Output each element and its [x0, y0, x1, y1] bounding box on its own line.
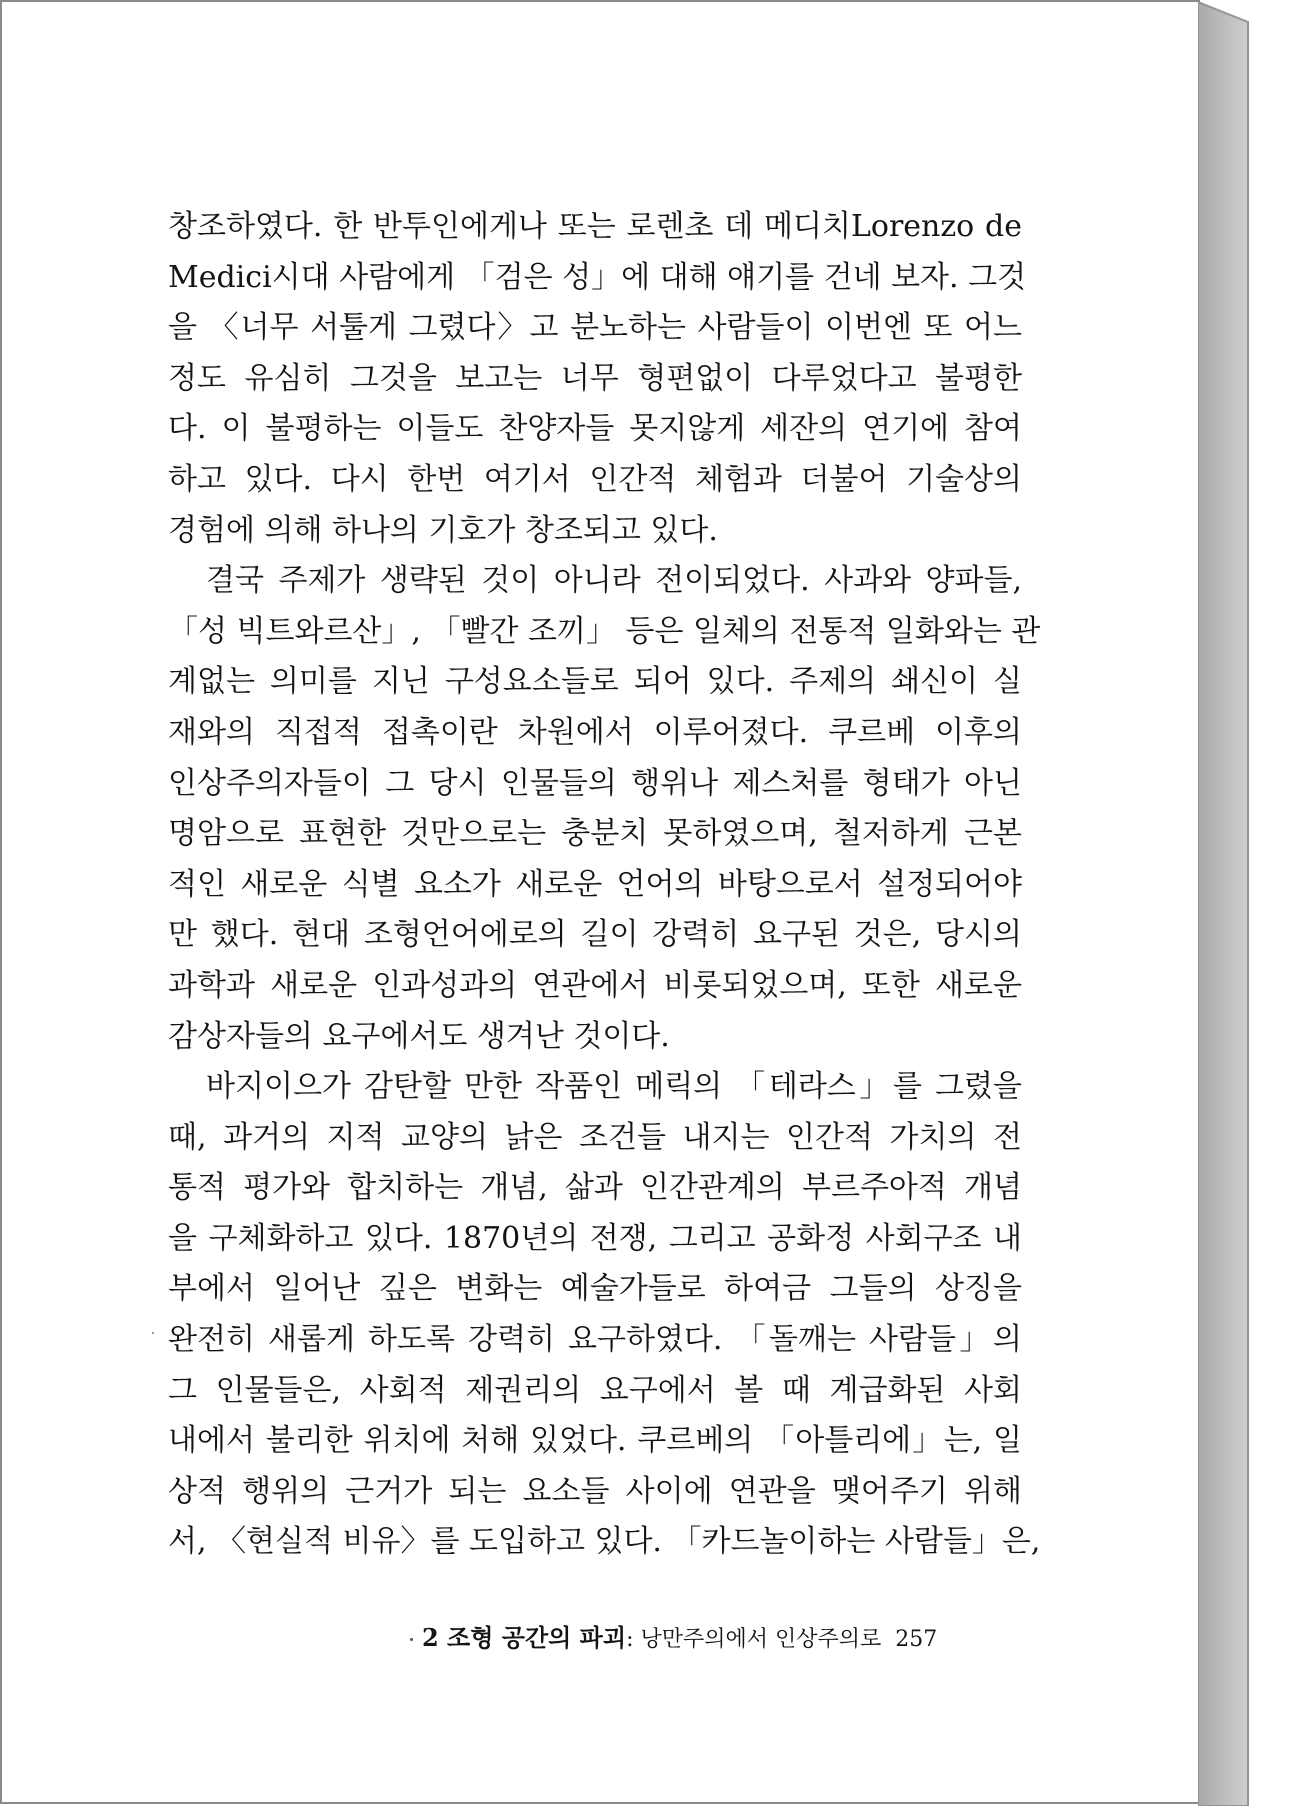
chapter-subtitle: : 낭만주의에서 인상주의로 — [626, 1627, 882, 1652]
text-line: 명암으로 표현한 것만으로는 충분치 못하였으며, 철저하게 근본 — [168, 816, 1022, 852]
footer-dot — [410, 1638, 413, 1641]
text-line: 통적 평가와 합치하는 개념, 삶과 인간관계의 부르주아적 개념 — [168, 1170, 1022, 1206]
text-line: 창조하였다. 한 반투인에게나 또는 로렌초 데 메디치Lorenzo de — [168, 209, 1022, 244]
text-line: 내에서 불리한 위치에 처해 있었다. 쿠르베의 「아틀리에」는, 일 — [168, 1423, 1022, 1459]
text-line: 완전히 새롭게 하도록 강력히 요구하였다. 「돌깨는 사람들」의 — [168, 1322, 1022, 1358]
text-line: 상적 행위의 근거가 되는 요소들 사이에 연관을 맺어주기 위해 — [168, 1473, 1022, 1509]
text-line: 계없는 의미를 지닌 구성요소들로 되어 있다. 주제의 쇄신이 실 — [168, 664, 1022, 700]
text-line: 인상주의자들이 그 당시 인물들의 행위나 제스처를 형태가 아닌 — [168, 765, 1022, 801]
text-line: Medici시대 사람에게 「검은 성」에 대해 얘기를 건네 보자. 그것 — [168, 259, 1027, 295]
text-line: 다. 이 불평하는 이들도 찬양자들 못지않게 세잔의 연기에 참여 — [168, 411, 1022, 447]
text-line: 결국 주제가 생략된 것이 아니라 전이되었다. 사과와 양파들, — [206, 563, 1022, 599]
paragraph — [168, 1062, 1041, 1568]
text-line: 적인 새로운 식별 요소가 새로운 언어의 바탕으로서 설정되어야 — [168, 866, 1022, 902]
text-line: 감상자들의 요구에서도 생겨난 것이다. — [168, 1018, 670, 1054]
text-line: 부에서 일어난 깊은 변화는 예술가들로 하여금 그들의 상징을 — [168, 1271, 1022, 1307]
text-line: 때, 과거의 지적 교양의 낡은 조건들 내지는 인간적 가치의 전 — [168, 1119, 1022, 1155]
text-line: 「성 빅트와르산」, 「빨간 조끼」 등은 일체의 전통적 일화와는 관 — [168, 613, 1041, 649]
paragraph — [168, 202, 1027, 556]
page-number: 257 — [895, 1627, 938, 1652]
text-line: 을 구체화하고 있다. 1870년의 전쟁, 그리고 공화정 사회구조 내 — [168, 1220, 1022, 1256]
text-line: 과학과 새로운 인과성과의 연관에서 비롯되었으며, 또한 새로운 — [168, 967, 1022, 1003]
body-text — [168, 202, 1041, 1568]
chapter-title: 2 조형 공간의 파괴 — [422, 1623, 627, 1652]
text-line: 재와의 직접적 접촉이란 차원에서 이루어졌다. 쿠르베 이후의 — [168, 714, 1022, 750]
book-edge — [1198, 0, 1307, 1806]
text-line: 하고 있다. 다시 한번 여기서 인간적 체험과 더불어 기술상의 — [168, 461, 1022, 497]
text-line: 정도 유심히 그것을 보고는 너무 형편없이 다루었다고 불평한 — [168, 360, 1022, 396]
text-line: 을 〈너무 서툴게 그렸다〉고 분노하는 사람들이 이번엔 또 어느 — [168, 310, 1022, 346]
margin-mark — [152, 1332, 154, 1334]
text-line: 만 했다. 현대 조형언어에로의 길이 강력히 요구된 것은, 당시의 — [168, 917, 1022, 953]
text-line: 그 인물들은, 사회적 제권리의 요구에서 볼 때 계급화된 사회 — [168, 1372, 1022, 1408]
paragraph — [168, 556, 1041, 1062]
text-line: 경험에 의해 하나의 기호가 창조되고 있다. — [168, 512, 718, 548]
text-line: 서, 〈현실적 비유〉를 도입하고 있다. 「카드놀이하는 사람들」은, — [168, 1524, 1041, 1560]
running-footer — [422, 1618, 1022, 1658]
text-line: 바지이으가 감탄할 만한 작품인 메릭의 「테라스」를 그렸을 — [206, 1069, 1022, 1105]
